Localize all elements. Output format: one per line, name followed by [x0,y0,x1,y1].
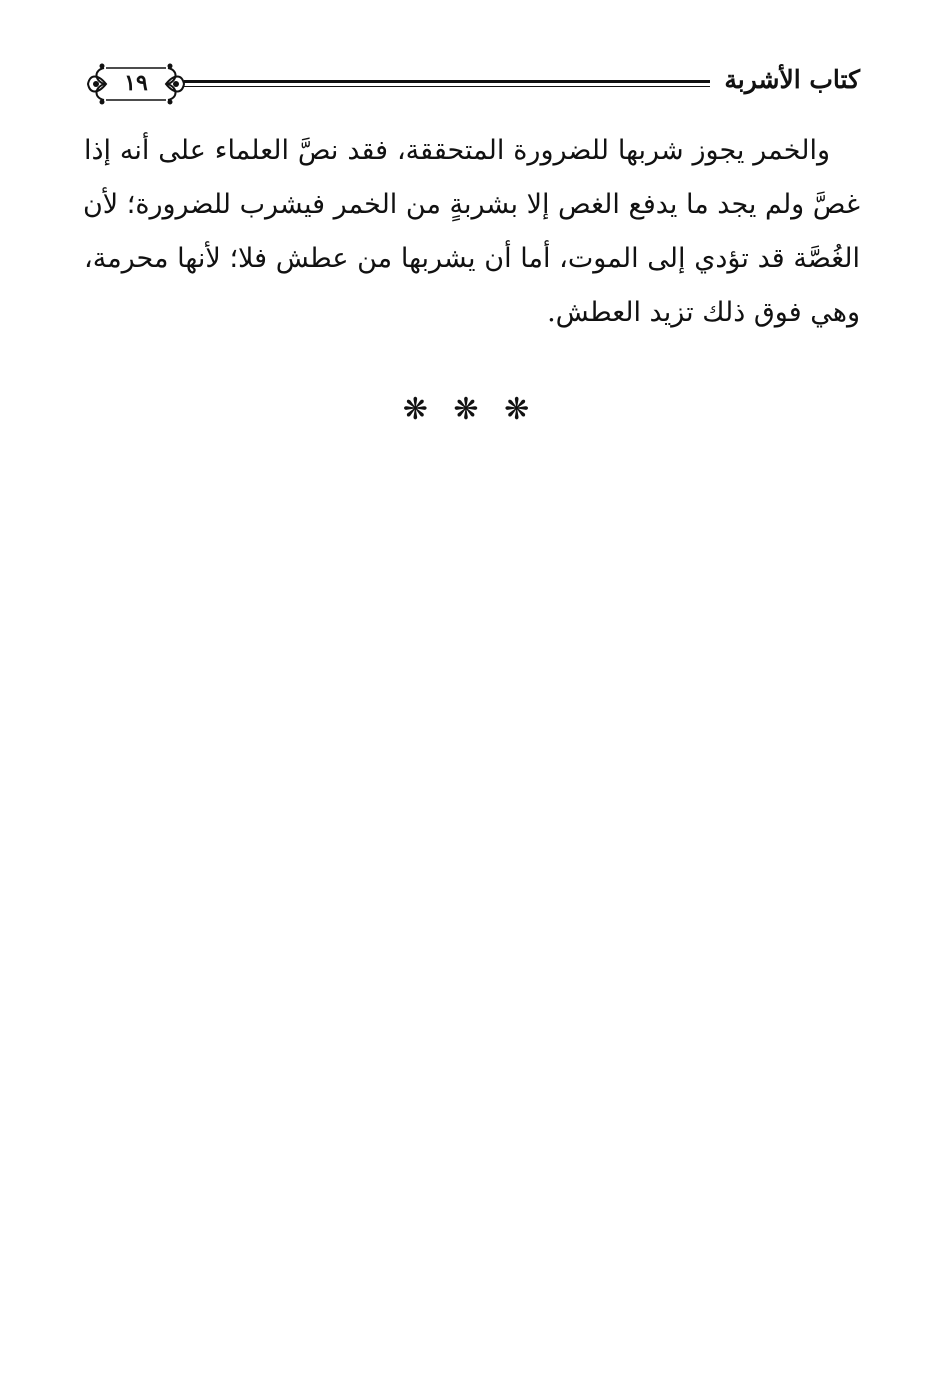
running-header [84,56,860,112]
section-divider-ornament: ❋ ❋ ❋ [402,392,538,427]
paragraph-line: غصَّ ولم يجد ما يدفع الغص إلا بشربةٍ من الخمر فيشرب للضرورة؛ لأن [82,189,860,220]
body-paragraph [84,124,860,340]
page-number-frame [84,56,188,112]
paragraph-line: وهي فوق ذلك تزيد العطش. [547,297,860,328]
paragraph-line: الغُصَّة قد تؤدي إلى الموت، أما أن يشربها من عطش فلا؛ لأنها محرمة، [84,243,860,274]
paragraph-line: والخمر يجوز شربها للضرورة المتحققة، فقد نصَّ العلماء على أنه إذا [84,135,830,166]
page-number: ١٩ [124,70,148,96]
book-title: كتاب الأشربة [724,65,860,94]
header-rule [184,80,710,87]
